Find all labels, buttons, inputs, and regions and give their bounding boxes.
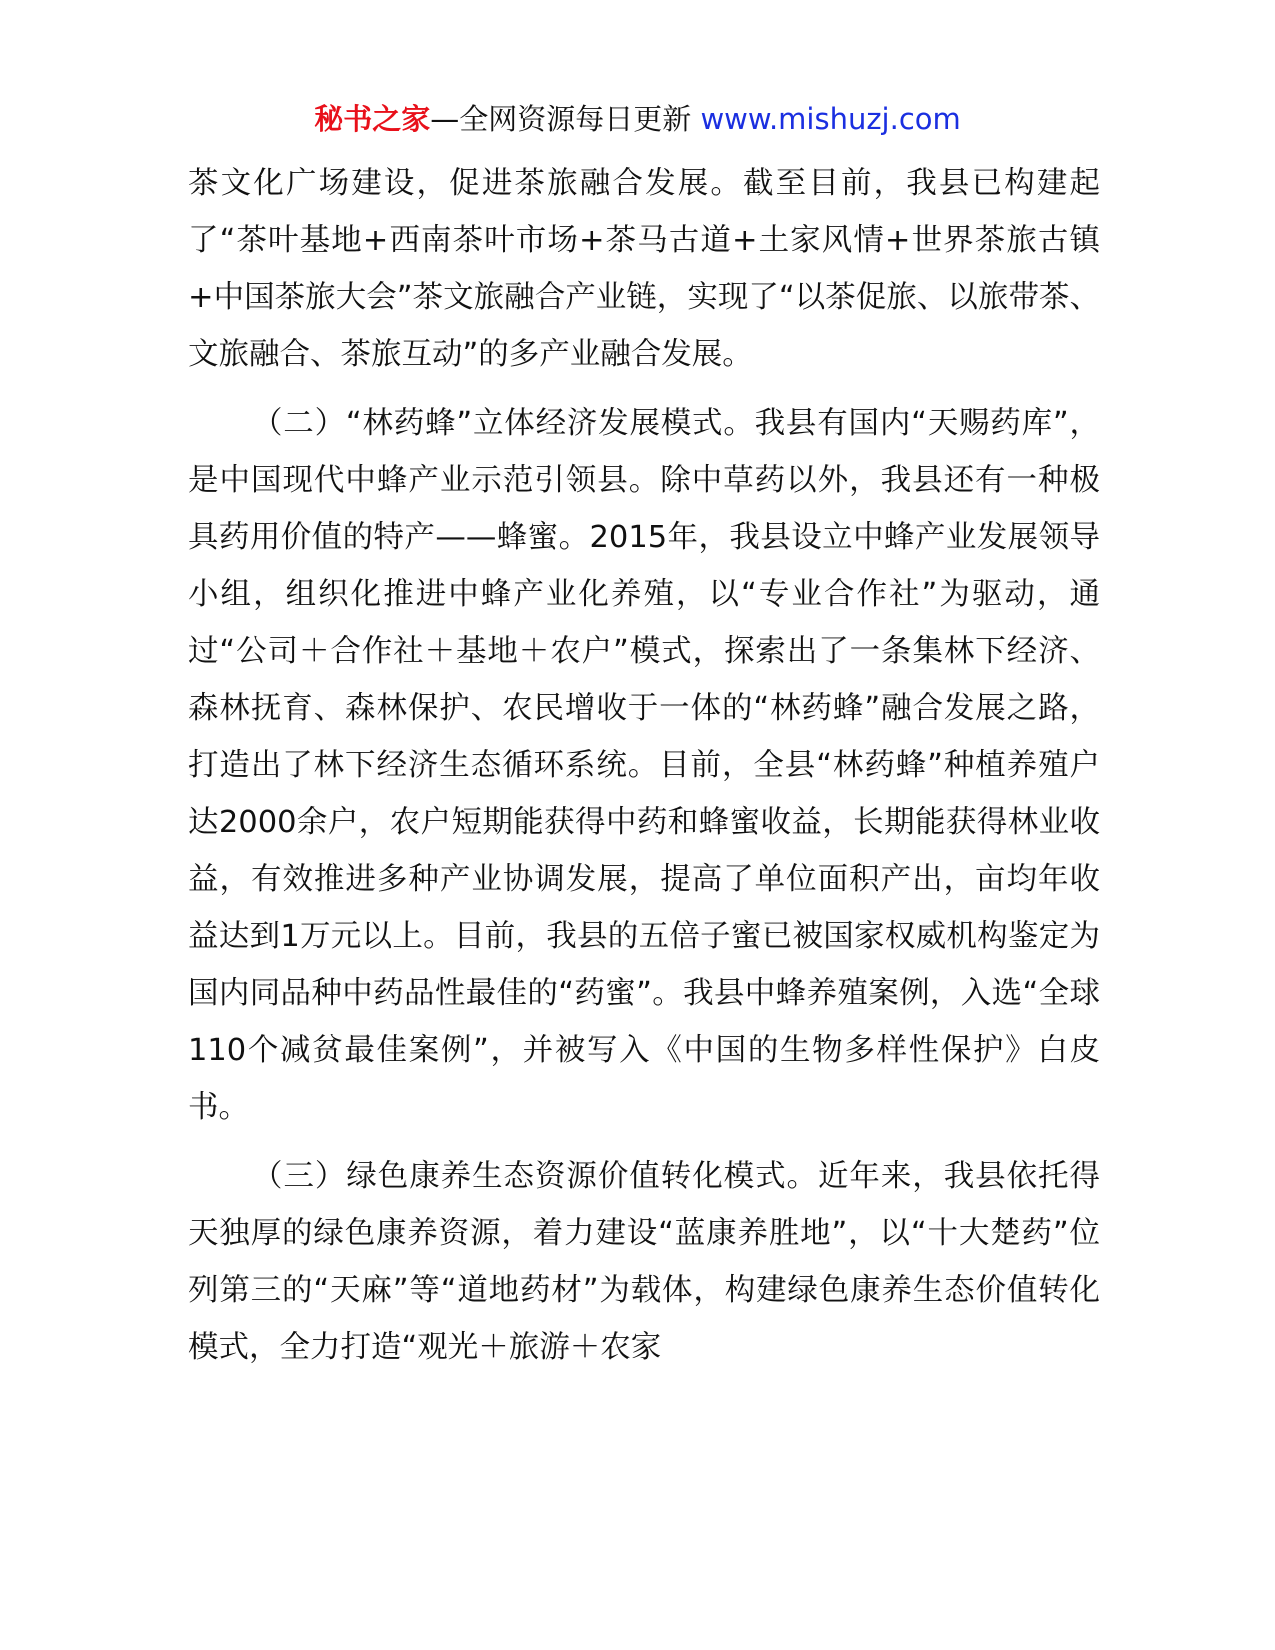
site-name: 秘书之家 bbox=[314, 102, 431, 136]
paragraph-tea-tourism: 茶文化广场建设，促进茶旅融合发展。截至目前，我县已构建起了“茶叶基地+西南茶叶市场+茶马古道+土家风情+世界茶旅古镇+中国茶旅大会”茶文旅融合产业链，实现了“以茶促旅、以旅带茶、文旅融合、茶旅互动”的多产业融合发展。 bbox=[188, 166, 1100, 372]
header-tagline: —全网资源每日更新 bbox=[430, 102, 701, 136]
paragraph-green-wellness: （三）绿色康养生态资源价值转化模式。近年来，我县依托得天独厚的绿色康养资源，着力建设“蓝康养胜地”，以“十大楚药”位列第三的“天麻”等“道地药材”为载体，构建绿色康养生态价值转化模式，全力打造“观光＋旅游＋农家 bbox=[188, 1159, 1100, 1365]
page-header bbox=[0, 98, 1275, 140]
document-body bbox=[188, 155, 1100, 1376]
paragraph-forest-medicine-bee: （二）“林药蜂”立体经济发展模式。我县有国内“天赐药库”，是中国现代中蜂产业示范引领县。除中草药以外，我县还有一种极具药用价值的特产——蜂蜜。2015年，我县设立中蜂产业发展领导小组，组织化推进中蜂产业化养殖，以“专业合作社”为驱动，通过“公司＋合作社＋基地＋农户”模式，探索出了一条集林下经济、森林抚育、森林保护、农民增收于一体的“林药蜂”融合发展之路，打造出了林下经济生态循环系统。目前，全县“林药蜂”种植养殖户达2000余户，农户短期能获得中药和蜂蜜收益，长期能获得林业收益，有效推进多种产业协调发展，提高了单位面积产出，亩均年收益达到1万元以上。目前，我县的五倍子蜜已被国家权威机构鉴定为国内同品种中药品性最佳的“药蜜”。我县中蜂养殖案例，入选“全球110个减贫最佳案例”，并被写入《中国的生物多样性保护》白皮书。 bbox=[188, 406, 1100, 1125]
site-url-link[interactable]: www.mishuzj.com bbox=[700, 102, 961, 136]
